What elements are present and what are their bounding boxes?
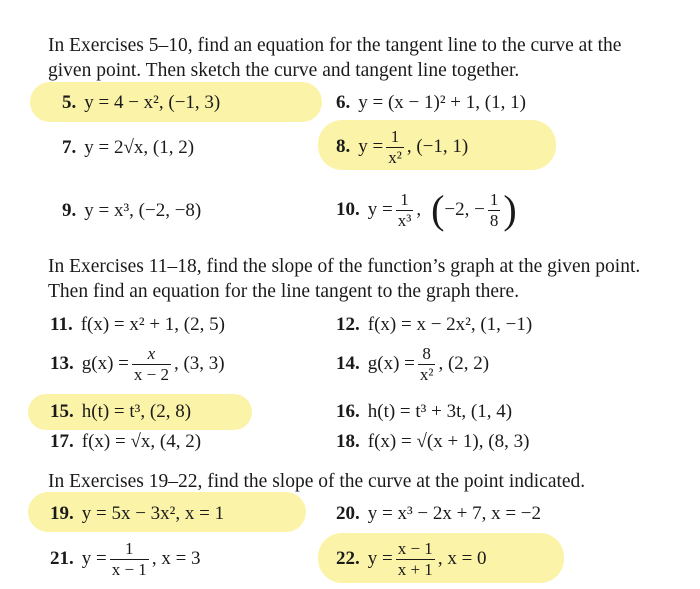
exercise-16	[336, 399, 512, 425]
exercise-point: , (3, 3)	[173, 353, 225, 374]
exercise-point: , x = 0	[437, 548, 487, 569]
fraction-denominator: x − 1	[111, 559, 147, 579]
exercise-number: 19.	[50, 503, 74, 524]
exercise-lhs: y =	[358, 136, 384, 157]
exercise-13	[50, 340, 225, 388]
exercise-number: 20.	[336, 503, 360, 524]
exercise-equation: h(t) = t³, (2, 8)	[81, 401, 192, 422]
exercise-equation: y = 4 − x², (−1, 3)	[84, 92, 221, 113]
exercise-equation: f(x) = √(x + 1), (8, 3)	[367, 431, 530, 452]
intro-paragraph-2: In Exercises 11–18, find the slope of the function’s graph at the given point. Then find an equation for the line tangent to the graph there.	[48, 256, 641, 302]
exercise-comma: ,	[416, 199, 422, 220]
exercise-12	[336, 312, 532, 338]
exercise-number: 16.	[336, 401, 360, 422]
exercise-5	[62, 90, 220, 116]
fraction	[386, 127, 404, 168]
exercise-9	[62, 198, 201, 224]
exercise-lhs: y =	[367, 548, 393, 569]
exercise-21	[50, 535, 201, 583]
fraction-denominator: x + 1	[397, 559, 433, 579]
exercise-number: 7.	[62, 137, 77, 158]
exercise-18	[336, 429, 529, 455]
exercise-equation: f(x) = √x, (4, 2)	[81, 431, 202, 452]
exercise-lhs: y =	[81, 548, 107, 569]
exercise-lhs: g(x) =	[367, 353, 415, 374]
fraction-numerator: 1	[489, 189, 499, 209]
exercise-equation: y = x³, (−2, −8)	[84, 200, 202, 221]
exercise-number: 17.	[50, 431, 74, 452]
exercise-number: 11.	[50, 314, 73, 335]
exercise-number: 5.	[62, 92, 77, 113]
exercise-equation: y = x³ − 2x + 7, x = −2	[367, 503, 542, 524]
intro-paragraph-1: In Exercises 5–10, find an equation for the tangent line to the curve at the given point. Then sketch the curve and tangent line together.	[48, 35, 622, 81]
point-fraction	[488, 190, 501, 231]
exercise-number: 21.	[50, 548, 74, 569]
exercise-number: 6.	[336, 92, 351, 113]
exercise-15	[50, 399, 191, 425]
fraction-denominator: x²	[388, 147, 402, 167]
exercise-number: 18.	[336, 431, 360, 452]
exercise-equation: y = 5x − 3x², x = 1	[81, 503, 225, 524]
exercise-number: 12.	[336, 314, 360, 335]
fraction	[396, 539, 435, 580]
exercise-19	[50, 501, 224, 527]
fraction-numerator: 1	[400, 189, 409, 209]
exercise-20	[336, 501, 541, 527]
exercise-number: 8.	[336, 136, 351, 157]
exercise-14	[336, 340, 489, 388]
fraction	[418, 344, 436, 385]
exercise-number: 15.	[50, 401, 74, 422]
fraction-numerator: x − 1	[397, 538, 433, 558]
fraction-denominator: x − 2	[133, 364, 169, 384]
exercise-8	[336, 123, 468, 171]
exercise-lhs: y =	[367, 199, 393, 220]
exercise-17	[50, 429, 201, 455]
exercise-point: , (−1, 1)	[406, 136, 469, 157]
fraction-numerator: 8	[422, 343, 431, 363]
exercise-point: , (2, 2)	[438, 353, 490, 374]
exercise-point: , x = 3	[151, 548, 201, 569]
fraction	[396, 190, 414, 231]
exercise-6	[336, 90, 526, 116]
fraction	[110, 539, 149, 580]
close-paren: )	[503, 187, 517, 232]
exercise-22	[336, 535, 487, 583]
fraction-denominator: 8	[489, 210, 499, 230]
exercise-11	[50, 312, 225, 338]
exercise-number: 22.	[336, 548, 360, 569]
exercise-lhs: g(x) =	[81, 353, 129, 374]
exercise-equation: y = 2√x, (1, 2)	[84, 137, 195, 158]
fraction-numerator: 1	[125, 538, 134, 558]
exercise-equation: h(t) = t³ + 3t, (1, 4)	[367, 401, 513, 422]
exercise-number: 10.	[336, 199, 360, 220]
intro-paragraph-3: In Exercises 19–22, find the slope of the curve at the point indicated.	[48, 471, 586, 492]
fraction-denominator: x²	[419, 364, 434, 384]
point-x: −2, −	[444, 199, 485, 220]
exercise-equation: f(x) = x − 2x², (1, −1)	[367, 314, 533, 335]
exercise-equation: y = (x − 1)² + 1, (1, 1)	[358, 92, 526, 113]
exercise-number: 13.	[50, 353, 74, 374]
open-paren: (	[431, 187, 445, 232]
exercise-number: 9.	[62, 200, 77, 221]
fraction-denominator: x³	[397, 210, 412, 230]
exercise-7	[62, 135, 194, 161]
exercise-number: 14.	[336, 353, 360, 374]
exercise-equation: f(x) = x² + 1, (2, 5)	[80, 314, 225, 335]
exercise-10	[336, 186, 517, 234]
fraction	[132, 344, 171, 385]
fraction-numerator: x	[147, 343, 156, 363]
fraction-numerator: 1	[390, 126, 400, 146]
